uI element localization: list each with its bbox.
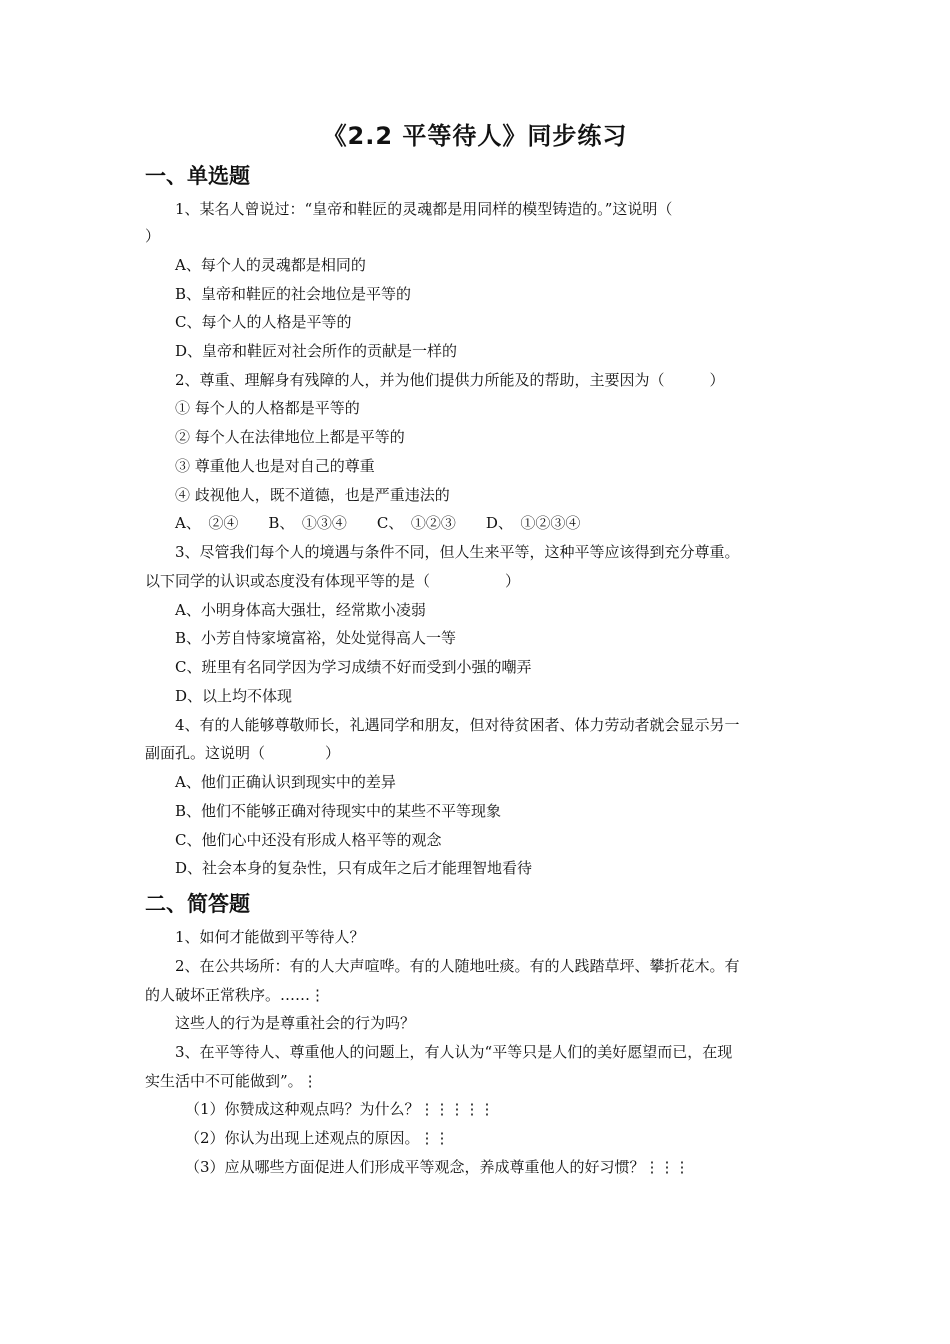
s2-subquestion: 这些人的行为是尊重社会的行为吗？ bbox=[175, 1014, 416, 1032]
s2-question: 2、在公共场所：有的人大声喧哗。有的人随地吐痰。有的人践踏草坪、攀折花木。有 bbox=[175, 957, 740, 975]
s3-sub-2: （2）你认为出现上述观点的原因。⋮⋮ bbox=[185, 1129, 450, 1147]
q2-choices: A、 ②④ B、 ①③④ C、 ①②③ D、 ①②③④ bbox=[175, 514, 581, 532]
s1-question: 1、如何才能做到平等待人？ bbox=[175, 928, 365, 946]
q1-option-b: B、皇帝和鞋匠的社会地位是平等的 bbox=[175, 285, 412, 303]
q3-option-a: A、小明身体高大强壮，经常欺小凌弱 bbox=[175, 601, 426, 619]
q3-stem-cont: 以下同学的认识或态度没有体现平等的是（ ） bbox=[145, 572, 521, 590]
q1-option-c: C、每个人的人格是平等的 bbox=[175, 313, 352, 331]
q4-option-a: A、他们正确认识到现实中的差异 bbox=[175, 773, 396, 791]
section-heading-short-answer: 二、简答题 bbox=[145, 892, 250, 916]
q3-option-c: C、班里有名同学因为学习成绩不好而受到小强的嘲弄 bbox=[175, 658, 532, 676]
q2-stem: 2、尊重、理解身有残障的人，并为他们提供力所能及的帮助，主要因为（ ） bbox=[175, 371, 725, 389]
q4-option-c: C、他们心中还没有形成人格平等的观念 bbox=[175, 831, 442, 849]
q1-option-d: D、皇帝和鞋匠对社会所作的贡献是一样的 bbox=[175, 342, 458, 360]
s3-sub-3: （3）应从哪些方面促进人们形成平等观念，养成尊重他人的好习惯？⋮⋮⋮ bbox=[185, 1158, 690, 1176]
q1-option-a: A、每个人的灵魂都是相同的 bbox=[175, 256, 366, 274]
page-title: 《2.2 平等待人》同步练习 bbox=[322, 122, 628, 150]
q1-stem: 1、某名人曾说过：“皇帝和鞋匠的灵魂都是用同样的模型铸造的。”这说明（ bbox=[175, 200, 673, 218]
s3-sub-1: （1）你赞成这种观点吗？为什么？⋮⋮⋮⋮⋮ bbox=[185, 1100, 495, 1118]
section-heading-single-choice: 一、单选题 bbox=[145, 164, 250, 188]
q3-option-d: D、以上均不体现 bbox=[175, 687, 293, 705]
q4-option-d: D、社会本身的复杂性，只有成年之后才能理智地看待 bbox=[175, 859, 533, 877]
q2-item-3: ③ 尊重他人也是对自己的尊重 bbox=[175, 457, 375, 475]
q1-stem-cont: ） bbox=[145, 227, 161, 245]
q2-item-4: ④ 歧视他人，既不道德，也是严重违法的 bbox=[175, 486, 450, 504]
q3-option-b: B、小芳自恃家境富裕，处处觉得高人一等 bbox=[175, 629, 457, 647]
q4-stem-cont: 副面孔。这说明（ ） bbox=[145, 744, 341, 762]
s3-question-cont: 实生活中不可能做到”。⋮ bbox=[145, 1072, 318, 1090]
q2-item-1: ① 每个人的人格都是平等的 bbox=[175, 399, 360, 417]
s2-question-cont: 的人破坏正常秩序。……⋮ bbox=[145, 986, 326, 1004]
q4-stem: 4、有的人能够尊敬师长，礼遇同学和朋友，但对待贫困者、体力劳动者就会显示另一 bbox=[175, 716, 740, 734]
q3-stem: 3、尽管我们每个人的境遇与条件不同，但人生来平等，这种平等应该得到充分尊重。 bbox=[175, 543, 740, 561]
q4-option-b: B、他们不能够正确对待现实中的某些不平等现象 bbox=[175, 802, 502, 820]
q2-item-2: ② 每个人在法律地位上都是平等的 bbox=[175, 428, 405, 446]
s3-question: 3、在平等待人、尊重他人的问题上，有人认为“平等只是人们的美好愿望而已，在现 bbox=[175, 1043, 733, 1061]
